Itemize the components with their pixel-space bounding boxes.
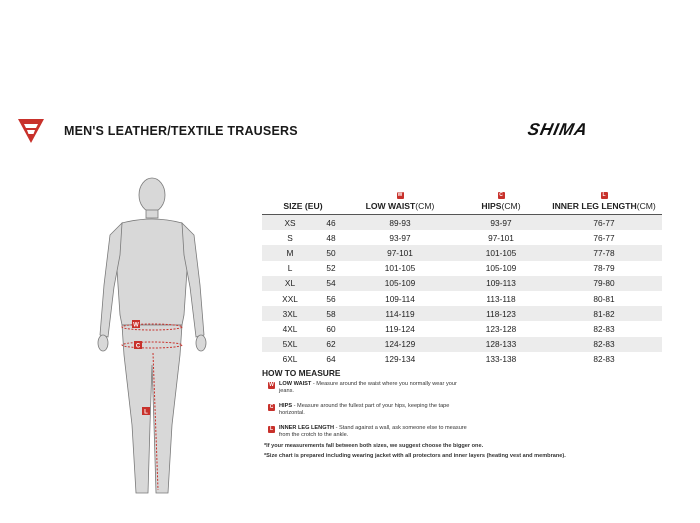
waist-cell: 105-109: [344, 276, 456, 291]
leg-badge: L: [602, 192, 606, 198]
hips-cell: 123-128: [456, 321, 546, 336]
instruction-inner-leg: L INNER LEG LENGTH - Stand against a wall, ask someone else to measure from the crotch to the ankle.: [269, 425, 467, 438]
waist-cell: 124-129: [344, 337, 456, 352]
leg-cell: 76-77: [546, 230, 662, 245]
waist-cell: 119-124: [344, 321, 456, 336]
leg-cell: 77-78: [546, 245, 662, 260]
table-header-row: [262, 183, 662, 215]
hips-cell: 105-109: [456, 261, 546, 276]
waist-cell: 114-119: [344, 306, 456, 321]
waist-cell: 109-114: [344, 291, 456, 306]
page-title: MEN'S LEATHER/TEXTILE TRAUSERS: [64, 124, 298, 138]
table-row: [262, 215, 662, 231]
size-eu: 58: [318, 306, 344, 321]
leg-cell: 79-80: [546, 276, 662, 291]
table-row: [262, 291, 662, 306]
figure-badge-w: W: [133, 322, 139, 329]
hips-cell: 118-123: [456, 306, 546, 321]
leg-cell: 81-82: [546, 306, 662, 321]
size-eu: 46: [318, 215, 344, 231]
leg-cell: 78-79: [546, 261, 662, 276]
instruction-hips: C HIPS - Measure around the fullest part of your hips, keeping the tape horizontal.: [269, 403, 450, 416]
waist-cell: 93-97: [344, 230, 456, 245]
size-code: L: [262, 261, 318, 276]
size-eu: 54: [318, 276, 344, 291]
hips-cell: 97-101: [456, 230, 546, 245]
size-code: 4XL: [262, 321, 318, 336]
inner-leg-column-header: L INNER LEG LENGTH(CM): [552, 192, 656, 211]
hips-cell: 109-113: [456, 276, 546, 291]
figure-badge-l: L: [144, 409, 148, 416]
hips-column-header: C HIPS(CM): [481, 192, 521, 211]
figure-badge-c: C: [135, 343, 141, 350]
size-eu: 50: [318, 245, 344, 260]
body-figure-illustration: [92, 175, 212, 505]
table-row: [262, 261, 662, 276]
table-row: [262, 306, 662, 321]
table-row: [262, 352, 662, 367]
hips-cell: 113-118: [456, 291, 546, 306]
hips-cell: 133-138: [456, 352, 546, 367]
size-code: XL: [262, 276, 318, 291]
hips-cell: 93-97: [456, 215, 546, 231]
leg-cell: 82-83: [546, 321, 662, 336]
size-code: S: [262, 230, 318, 245]
instruction-badge: C: [269, 404, 274, 410]
size-code: 5XL: [262, 337, 318, 352]
waist-badge: W: [397, 192, 403, 198]
note-between-sizes: *If your measurements fall between both sizes, we suggest choose the bigger one.: [264, 443, 484, 449]
table-row: [262, 230, 662, 245]
size-code: XXL: [262, 291, 318, 306]
instruction-badge: W: [269, 382, 274, 388]
table-row: [262, 321, 662, 336]
hips-cell: 101-105: [456, 245, 546, 260]
leg-cell: 80-81: [546, 291, 662, 306]
waist-cell: 89-93: [344, 215, 456, 231]
brand-logo: SHIMA: [526, 120, 590, 139]
size-column-header: SIZE (EU): [283, 201, 323, 211]
waist-cell: 101-105: [344, 261, 456, 276]
how-to-measure-title: HOW TO MEASURE: [262, 368, 341, 378]
size-chart-table: [262, 183, 662, 367]
leg-cell: 82-83: [546, 337, 662, 352]
waist-cell: 97-101: [344, 245, 456, 260]
size-eu: 60: [318, 321, 344, 336]
waist-cell: 129-134: [344, 352, 456, 367]
waist-column-header: W LOW WAIST(CM): [365, 192, 435, 211]
leg-cell: 82-83: [546, 352, 662, 367]
size-code: 3XL: [262, 306, 318, 321]
size-code: M: [262, 245, 318, 260]
instruction-badge: L: [269, 426, 274, 432]
instruction-waist: W LOW WAIST - Measure around the waist where you normally wear your jeans.: [269, 381, 457, 394]
table-row: [262, 337, 662, 352]
hips-cell: 128-133: [456, 337, 546, 352]
hips-badge: C: [499, 192, 503, 198]
size-code: XS: [262, 215, 318, 231]
table-row: [262, 245, 662, 260]
leg-cell: 76-77: [546, 215, 662, 231]
size-eu: 56: [318, 291, 344, 306]
table-row: [262, 276, 662, 291]
size-eu: 48: [318, 230, 344, 245]
size-code: 6XL: [262, 352, 318, 367]
size-eu: 64: [318, 352, 344, 367]
note-size-chart: *Size chart is prepared including wearing jacket with all protectors and inner layers (heating vest and membrane).: [264, 453, 566, 459]
size-eu: 52: [318, 261, 344, 276]
size-eu: 62: [318, 337, 344, 352]
shima-logo-icon: [18, 117, 44, 143]
